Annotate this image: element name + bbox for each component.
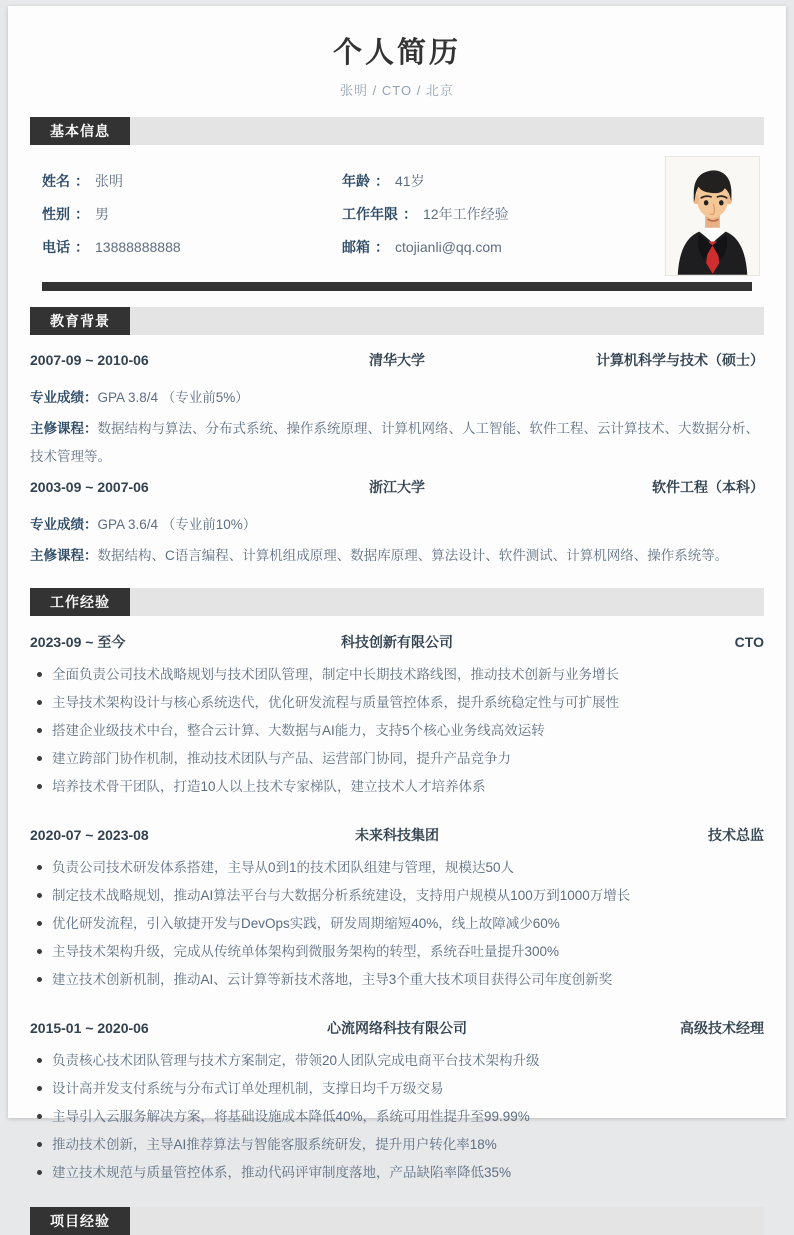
education-courses-value: 数据结构与算法、分布式系统、操作系统原理、计算机网络、人工智能、软件工程、云计算技术、大数据分析、技术管理等。 <box>30 421 759 464</box>
work-entry-1-bullets <box>30 661 764 801</box>
education-courses-line <box>30 542 764 570</box>
education-score-label: 专业成绩： <box>30 517 98 532</box>
work-entry-3 <box>30 1018 764 1187</box>
field-email-colon: ： <box>375 239 389 255</box>
profile-photo <box>665 156 760 276</box>
field-gender <box>42 206 342 223</box>
education-degree: 软件工程（本科） <box>651 479 764 495</box>
education-score-value: GPA 3.6/4 （专业前10%） <box>97 517 257 532</box>
work-bullet: 全面负责公司技术战略规划与技术团队管理，制定中长期技术路线图，推动技术创新与业务增长 <box>30 661 764 689</box>
field-experience-years-label: 工作年限 <box>342 206 398 222</box>
work-bullet: 建立跨部门协作机制，推动技术团队与产品、运营部门协同，提升产品竞争力 <box>30 745 764 773</box>
work-bullet: 推动技术创新，主导AI推荐算法与智能客服系统研发，提升用户转化率18% <box>30 1131 764 1159</box>
field-age-label: 年龄 <box>342 173 370 189</box>
section-header-basic <box>30 117 764 145</box>
work-role: 高级技术经理 <box>679 1020 764 1036</box>
education-entry-1-heading <box>30 350 764 370</box>
work-entry-3-heading <box>30 1018 764 1038</box>
education-courses-value: 数据结构、C语言编程、计算机组成原理、数据库原理、算法设计、软件测试、计算机网络、操作系统等。 <box>97 548 729 563</box>
education-period: 2007-09 ~ 2010-06 <box>30 352 149 368</box>
work-bullet: 负责核心技术团队管理与技术方案制定，带领20人团队完成电商平台技术架构升级 <box>30 1047 764 1075</box>
field-phone-label: 电话 <box>42 239 70 255</box>
section-badge-work: 工作经验 <box>30 588 130 616</box>
section-badge-education: 教育背景 <box>30 307 130 335</box>
work-role: CTO <box>734 634 764 650</box>
work-period: 2020-07 ~ 2023-08 <box>30 827 149 843</box>
work-entry-1 <box>30 632 764 801</box>
work-entry-3-bullets <box>30 1047 764 1187</box>
field-experience-years-value: 12年工作经验 <box>423 206 509 222</box>
section-badge-project: 项目经验 <box>30 1207 130 1235</box>
education-entry-2-heading <box>30 477 764 497</box>
field-email-label: 邮箱 <box>342 239 370 255</box>
work-bullet: 主导引入云服务解决方案，将基础设施成本降低40%，系统可用性提升至99.99% <box>30 1103 764 1131</box>
resume-header <box>30 30 764 99</box>
work-bullet: 培养技术骨干团队，打造10人以上技术专家梯队，建立技术人才培养体系 <box>30 773 764 801</box>
section-divider <box>42 282 752 291</box>
basic-info-grid <box>42 173 752 256</box>
section-header-work <box>30 588 764 616</box>
field-experience-years-colon: ： <box>403 206 417 222</box>
field-gender-label: 性别 <box>42 206 70 222</box>
field-phone-colon: ： <box>75 239 89 255</box>
field-phone-value: 13888888888 <box>95 239 181 255</box>
education-score-label: 专业成绩： <box>30 390 98 405</box>
field-name-value: 张明 <box>95 173 123 189</box>
section-header-project <box>30 1207 764 1235</box>
work-company: 科技创新有限公司 <box>340 634 453 650</box>
field-age <box>342 173 672 190</box>
work-period: 2023-09 ~ 至今 <box>30 634 126 650</box>
work-company: 心流网络科技有限公司 <box>326 1020 467 1036</box>
work-bullet: 优化研发流程，引入敏捷开发与DevOps实践，研发周期缩短40%，线上故障减少60% <box>30 910 764 938</box>
work-entry-2 <box>30 825 764 994</box>
education-score-line <box>30 384 764 412</box>
education-courses-line <box>30 415 764 471</box>
resume-page <box>8 6 786 1229</box>
education-school: 浙江大学 <box>368 479 425 495</box>
field-phone <box>42 239 342 256</box>
section-header-education <box>30 307 764 335</box>
field-gender-colon: ： <box>75 206 89 222</box>
field-age-colon: ： <box>375 173 389 189</box>
work-bullet: 负责公司技术研发体系搭建，主导从0到1的技术团队组建与管理，规模达50人 <box>30 854 764 882</box>
work-bullet: 主导技术架构升级，完成从传统单体架构到微服务架构的转型，系统吞吐量提升300% <box>30 938 764 966</box>
field-gender-value: 男 <box>95 206 109 222</box>
education-school: 清华大学 <box>368 352 425 368</box>
work-entry-2-bullets <box>30 854 764 994</box>
basic-info-block <box>30 145 764 291</box>
field-name <box>42 173 342 190</box>
work-bullet: 搭建企业级技术中台，整合云计算、大数据与AI能力，支持5个核心业务线高效运转 <box>30 717 764 745</box>
education-period: 2003-09 ~ 2007-06 <box>30 479 149 495</box>
work-bullet: 主导技术架构设计与核心系统迭代，优化研发流程与质量管控体系，提升系统稳定性与可扩展性 <box>30 689 764 717</box>
work-company: 未来科技集团 <box>354 827 439 843</box>
education-degree: 计算机科学与技术（硕士） <box>595 352 764 368</box>
work-period: 2015-01 ~ 2020-06 <box>30 1020 149 1036</box>
section-badge-basic: 基本信息 <box>30 117 130 145</box>
education-entry-1 <box>30 350 764 471</box>
education-entry-2 <box>30 477 764 570</box>
field-name-label: 姓名 <box>42 173 70 189</box>
page-subtitle: 张明 / CTO / 北京 <box>340 83 454 98</box>
education-courses-label: 主修课程： <box>30 421 98 436</box>
education-courses-label: 主修课程： <box>30 548 98 563</box>
work-bullet: 建立技术规范与质量管控体系，推动代码评审制度落地，产品缺陷率降低35% <box>30 1159 764 1187</box>
page-title: 个人简历 <box>332 37 461 69</box>
field-age-value: 41岁 <box>395 173 425 189</box>
field-name-colon: ： <box>75 173 89 189</box>
work-role: 技术总监 <box>707 827 764 843</box>
work-entry-1-heading <box>30 632 764 652</box>
work-bullet: 制定技术战略规划，推动AI算法平台与大数据分析系统建设，支持用户规模从100万到1000万增长 <box>30 882 764 910</box>
work-bullet: 设计高并发支付系统与分布式订单处理机制，支撑日均千万级交易 <box>30 1075 764 1103</box>
education-score-line <box>30 511 764 539</box>
field-experience-years <box>342 206 672 223</box>
field-email <box>342 239 672 256</box>
profile-photo-illustration <box>666 157 759 275</box>
education-score-value: GPA 3.8/4 （专业前5%） <box>97 390 249 405</box>
field-email-value: ctojianli@qq.com <box>395 239 502 255</box>
work-bullet: 建立技术创新机制，推动AI、云计算等新技术落地，主导3个重大技术项目获得公司年度创新奖 <box>30 966 764 994</box>
work-entry-2-heading <box>30 825 764 845</box>
